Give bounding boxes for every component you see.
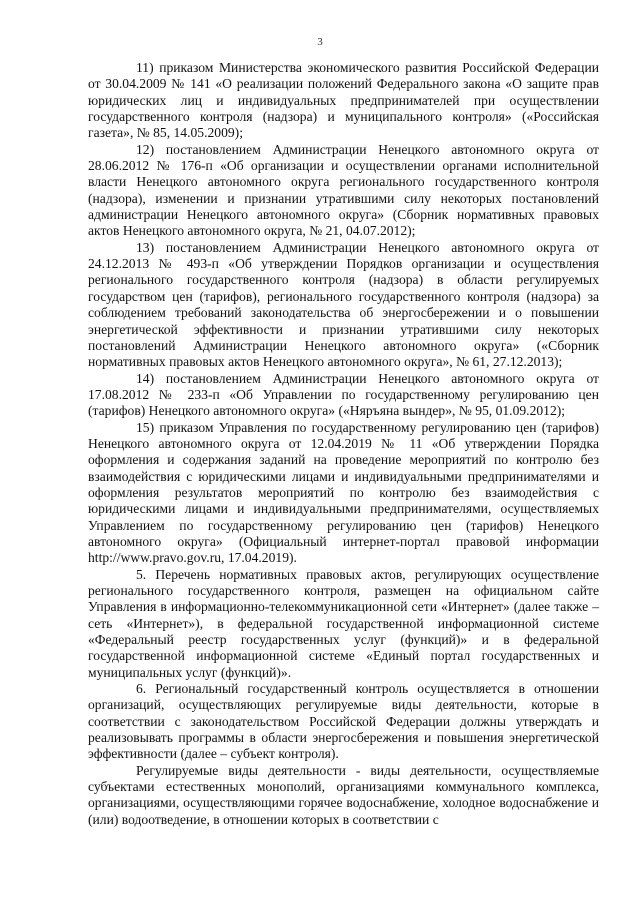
paragraph-item-13: 13) постановлением Администрации Ненецкого автономного округа от 24.12.2013 № 493-п «Об утверждении Порядков организации и осуществления регионального государственного контроля (надзора) в области регулируемых государством цен (тарифов), регионального государственного контроля (надзора) за соблюдением требований законодательства об энергосбережении и о повышении энергетической эффективности и признании утратившими силу некоторых постановлений Администрации Ненецкого автономного округа» («Сборник нормативных правовых актов Ненецкого автономного округа», № 61, 27.12.2013); (88, 239, 599, 370)
paragraph-item-11: 11) приказом Министерства экономического развития Российской Федерации от 30.04.2009 № 141 «О реализации положений Федерального закона «О защите прав юридических лиц и индивидуальных предпринимателей при осуществлении государственного контроля (надзора) и муниципального контроля» («Российская газета», № 85, 14.05.2009); (88, 60, 599, 141)
paragraph-regulated-activities: Регулируемые виды деятельности - виды деятельности, осуществляемые субъектами естественных монополий, организациями коммунального комплекса, организациями, осуществляющими горячее водоснабжение, холодное водоснабжение и (или) водоотведение, в отношении которых в соответствии с (88, 762, 599, 827)
paragraph-item-12: 12) постановлением Администрации Ненецкого автономного округа от 28.06.2012 № 176-п «Об организации и осуществлении органами исполнительной власти Ненецкого автономного округа регионального государственного контроля (надзора), изменении и признании утратившими силу некоторых постановлений администрации Ненецкого автономного округа» (Сборник нормативных правовых актов Ненецкого автономного округа, № 21, 04.07.2012); (88, 141, 599, 239)
paragraph-clause-5: 5. Перечень нормативных правовых актов, регулирующих осуществление регионального государственного контроля, размещен на официальном сайте Управления в информационно-телекоммуникационной сети «Интернет» (далее также – сеть «Интернет»), в федеральной государственной информационной системе «Федеральный реестр государственных услуг (функций)» и в федеральной государственной информационной системе «Единый портал государственных и муниципальных услуг (функций)». (88, 566, 599, 680)
document-body (88, 60, 599, 828)
paragraph-clause-6: 6. Региональный государственный контроль осуществляется в отношении организаций, осуществляющих регулируемые виды деятельности, которые в соответствии с законодательством Российской Федерации должны утверждать и реализовывать программы в области энергосбережения и повышения энергетической эффективности (далее – субъект контроля). (88, 681, 599, 762)
paragraph-item-15: 15) приказом Управления по государственному регулированию цен (тарифов) Ненецкого автономного округа от 12.04.2019 № 11 «Об утверждении Порядка оформления и содержания заданий на проведение мероприятий по контролю без взаимодействия с юридическими лицами и индивидуальными предпринимателями и оформления результатов мероприятий по контролю без взаимодействия с юридическими лицами и индивидуальными предпринимателями, осуществляемых Управлением по государственному регулированию цен (тарифов) Ненецкого автономного округа» (Официальный интернет-портал правовой информации http://www.pravo.gov.ru, 17.04.2019). (88, 419, 599, 566)
page-number: 3 (317, 36, 323, 48)
paragraph-item-14: 14) постановлением Администрации Ненецкого автономного округа от 17.08.2012 № 233-п «Об Управлении по государственному регулированию цен (тарифов) Ненецкого автономного округа» («Няръяна вындер», № 95, 01.09.2012); (88, 370, 599, 419)
